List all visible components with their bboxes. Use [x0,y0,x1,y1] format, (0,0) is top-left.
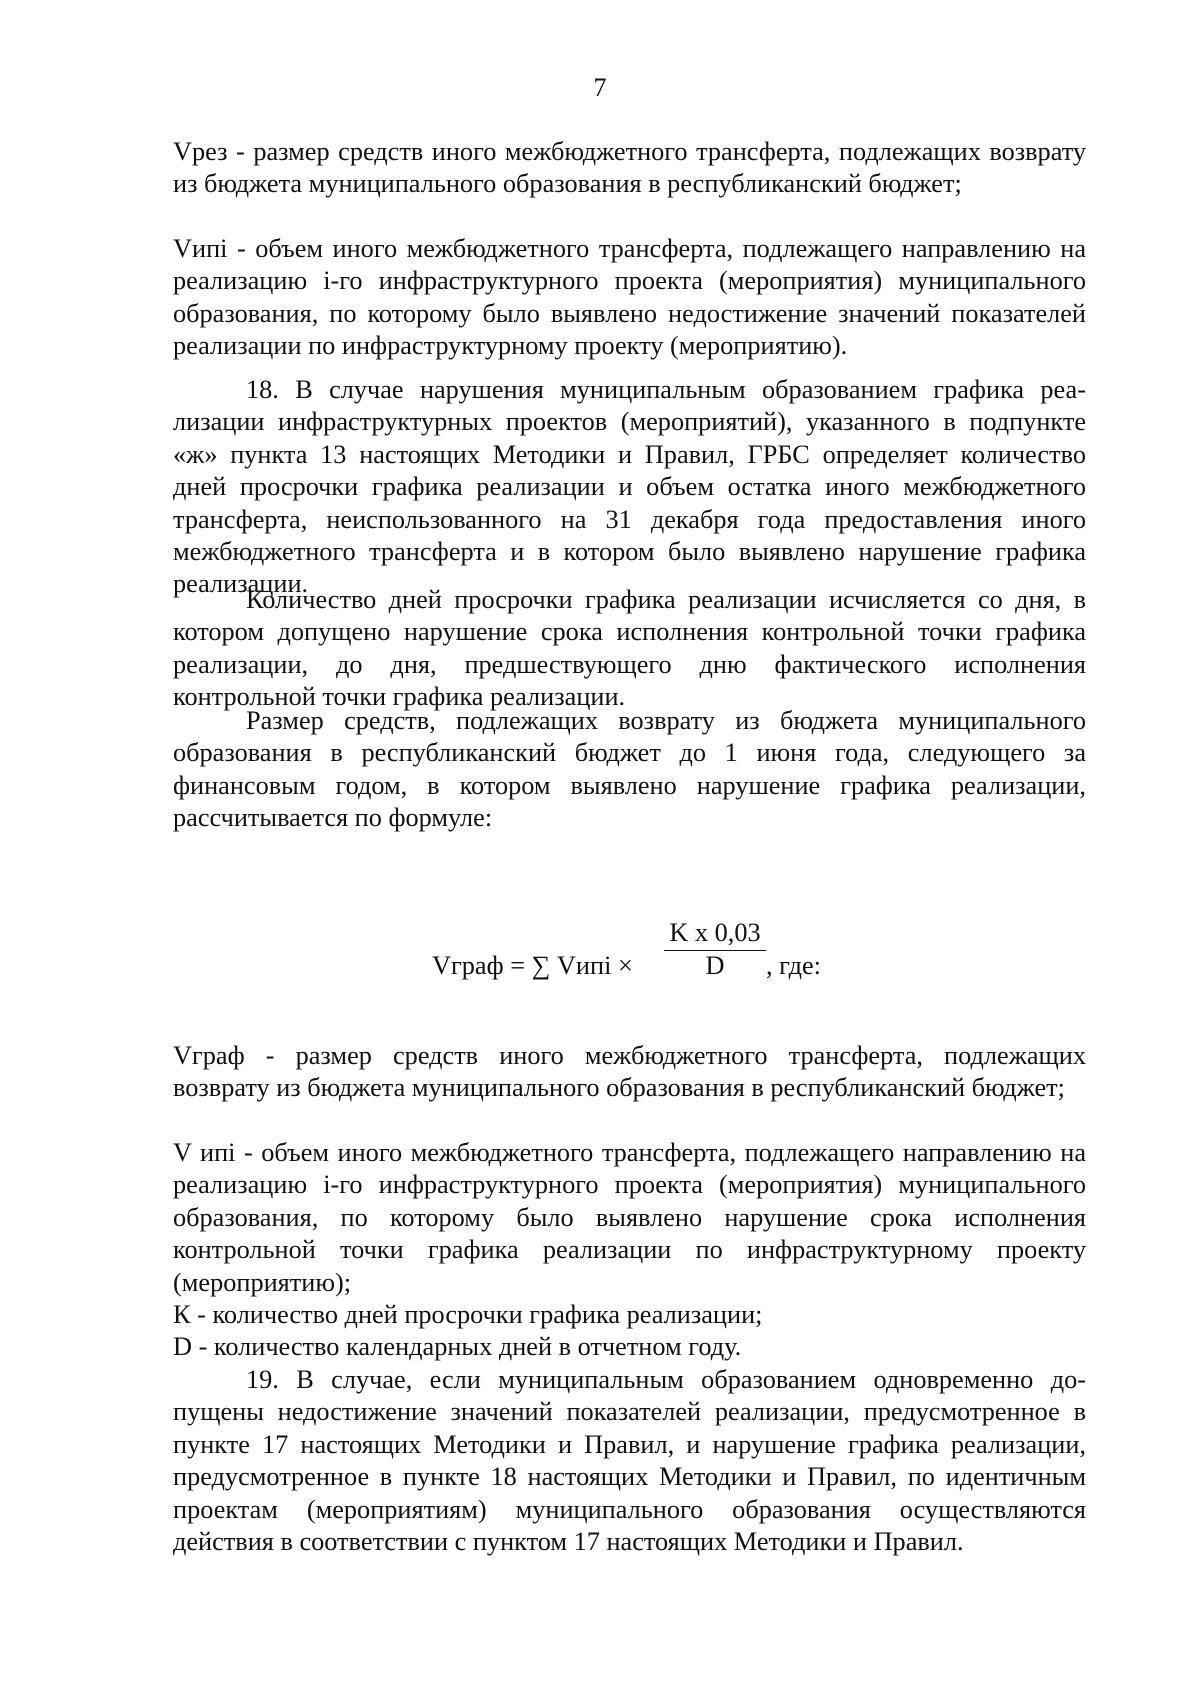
definition-v-ipi: V ипi - объем иного межбюджетного трансферта, подлежащего направлению на реализацию i-го инфраструктурного проекта (мероприятия) муниципального образования, по которому было выявлено нарушение срока исполнения контрольной точки графика реализации по инфраструктурному проекту (мероприятию); [173,1138,1086,1297]
paragraph-18: 18. В случае нарушения муниципальным образованием графика реализации инфраструктурных проектов (мероприятий), указанного в подпункте «ж» пункта 13 настоящих Методики и Правил, ГРБС определяет количество дней просрочки графика реализации и объем остатка иного межбюджетного трансферта, неиспользованного на 31 декабря года предоставления иного межбюджетного трансферта и в котором было выявлено нарушение графика реализации. [173,375,1086,599]
definition-k: К - количество дней просрочки графика реализации; [173,1300,763,1329]
definition-vgraf: Vграф - размер средств иного межбюджетного трансферта, подлежащих возврату из бюджета муниципального образования в республиканский бюджет; [173,1041,1086,1103]
paragraph-return-amount: Размер средств, подлежащих возврату из бюджета муниципального образования в республиканский бюджет до 1 июня года, следующего за финансовым годом, в котором выявлено нарушение графика реализации, рассчитывается по формуле: [173,706,1086,833]
formula-lhs: Vграф = ∑ Vипi × [432,951,633,980]
definition-vipi: Vипi - объем иного межбюджетного трансферта, подлежащего направлению на реализацию i-го инфраструктурного проекта (мероприятия) муниципального образования, по которому было выявлено недостижение значений показателей реализации по инфраструктурному проекту (мероприятию). [173,234,1086,361]
definition-d: D - количество календарных дней в отчетном году. [173,1332,742,1361]
formula-numerator: K x 0,03 [664,918,766,951]
formula-denominator: D [705,951,725,980]
page-number: 7 [593,73,607,102]
formula-vgraf [0,918,1200,998]
paragraph-overdue-days: Количество дней просрочки графика реализации исчисляется со дня, в котором допущено нарушение срока исполнения контрольной точки графика реализации, до дня, предшествующего дню фактического исполнения контрольной точки графика реализации. [173,585,1086,712]
paragraph-19: 19. В случае, если муниципальным образованием одновременно допущены недостижение значений показателей реализации, предусмотренное в пункте 17 настоящих Методики и Правил, и нарушение графика реализации, предусмотренное в пункте 18 настоящих Методики и Правил, по идентичным проектам (мероприятиям) муниципального образования осуществляются действия в соответствии с пунктом 17 настоящих Методики и Правил. [173,1365,1086,1557]
formula-tail: , где: [766,951,821,980]
definition-vrez: Vрез - размер средств иного межбюджетного трансферта, подлежащих возврату из бюджета муниципального образования в республиканский бюджет; [173,137,1086,199]
formula-fraction [664,918,766,981]
